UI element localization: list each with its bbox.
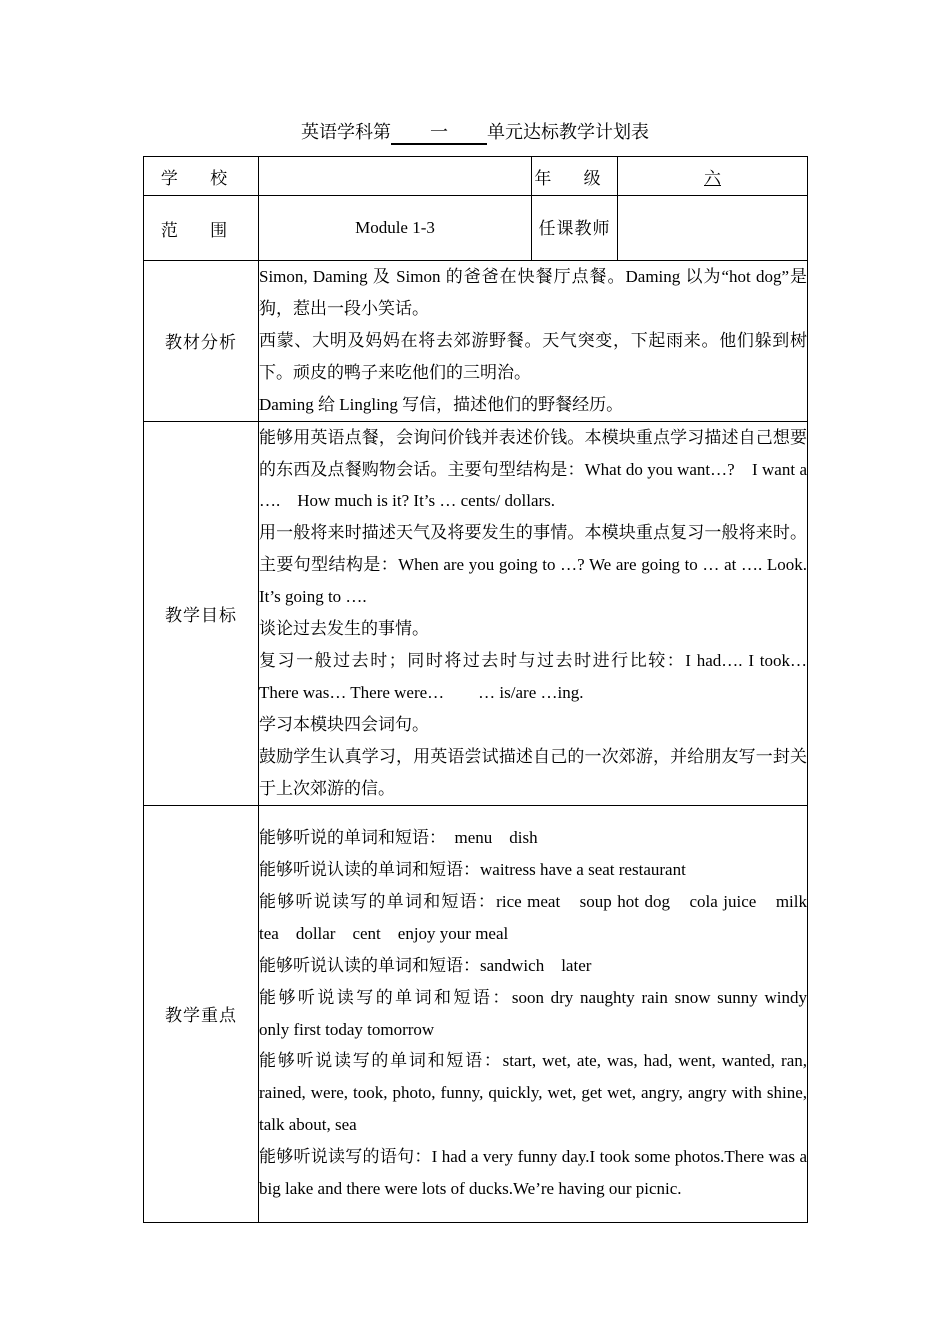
- focus-line: 能够听说读写的单词和短语：rice meat soup hot dog cola juice milk tea dollar cent enjoy your meal: [259, 891, 824, 943]
- analysis-line: Simon, Daming 及 Simon 的爸爸在快餐厅点餐。Daming 以为“hot dog”是狗，惹出一段小笑话。: [259, 267, 807, 318]
- focus-label: 教学重点: [144, 805, 259, 1222]
- teacher-label: 任课教师: [532, 196, 618, 261]
- teaching-plan-table: [143, 156, 824, 1223]
- goals-line: 学习本模块四会词句。: [259, 714, 429, 734]
- title-prefix: 英语学科第: [301, 122, 391, 142]
- focus-line: 能够听说读写的语句：I had a very funny day.I took some photos.There was a big lake and there were lots of ducks.We’re having our picnic.: [259, 1147, 807, 1199]
- focus-line: 能够听说读写的单词和短语：start, wet, ate, was, had, went, wanted, ran, rained, were, took, photo, funny, quickly, wet, get wet, angry, angry with shine, talk about, sea: [259, 1051, 807, 1135]
- analysis-label: 教材分析: [144, 261, 259, 422]
- analysis-row: [144, 261, 808, 422]
- goals-row: [144, 421, 808, 805]
- title-suffix: 单元达标教学计划表: [487, 122, 649, 142]
- focus-line: 能够听说读写的单词和短语：soon dry naughty rain snow sunny windy only first today tomorrow: [259, 987, 824, 1039]
- focus-row: [144, 805, 808, 1222]
- focus-line: 能够听说认读的单词和短语：waitress have a seat restaurant: [259, 860, 686, 879]
- goals-label: 教学目标: [144, 421, 259, 805]
- goals-line: 能够用英语点餐，会询问价钱并表述价钱。本模块重点学习描述自己想要的东西及点餐购物会话。主要句型结构是：What do you want…? I want a …. How much is it? It’s … cents/ dollars.: [259, 427, 807, 511]
- goals-line: 用一般将来时描述天气及将要发生的事情。本模块重点复习一般将来时。主要句型结构是：When are you going to …? We are going to … at …. Look. It’s going to ….: [259, 523, 807, 607]
- analysis-content: [259, 261, 808, 422]
- scope-value: Module 1-3: [259, 196, 532, 261]
- focus-line: 能够听说认读的单词和短语：sandwich later: [259, 955, 592, 975]
- page-title: [0, 120, 950, 145]
- scope-row: [144, 196, 808, 261]
- focus-line: 能够听说的单词和短语： menu dish: [259, 828, 538, 848]
- goals-line: 谈论过去发生的事情。: [259, 619, 429, 639]
- goals-line: 鼓励学生认真学习，用英语尝试描述自己的一次郊游，并给朋友写一封关于上次郊游的信。: [259, 746, 807, 798]
- grade-value: 六: [618, 157, 808, 196]
- teacher-value: [618, 196, 808, 261]
- title-unit-number: 一: [391, 121, 487, 145]
- goals-content: [259, 421, 808, 805]
- school-row: [144, 157, 808, 196]
- focus-content: [259, 805, 824, 1222]
- grade-label: 年 级: [532, 157, 618, 196]
- school-label: 学 校: [144, 157, 259, 196]
- goals-line: 复习一般过去时；同时将过去时与过去时进行比较：I had…. I took… There was… There were… … is/are …ing.: [259, 650, 807, 702]
- analysis-line: 西蒙、大明及妈妈在将去郊游野餐。天气突变，下起雨来。他们躲到树下。顽皮的鸭子来吃他们的三明治。: [259, 330, 807, 382]
- school-value: [259, 157, 532, 196]
- analysis-line: Daming 给 Lingling 写信，描述他们的野餐经历。: [259, 394, 624, 414]
- scope-label: 范 围: [144, 196, 259, 261]
